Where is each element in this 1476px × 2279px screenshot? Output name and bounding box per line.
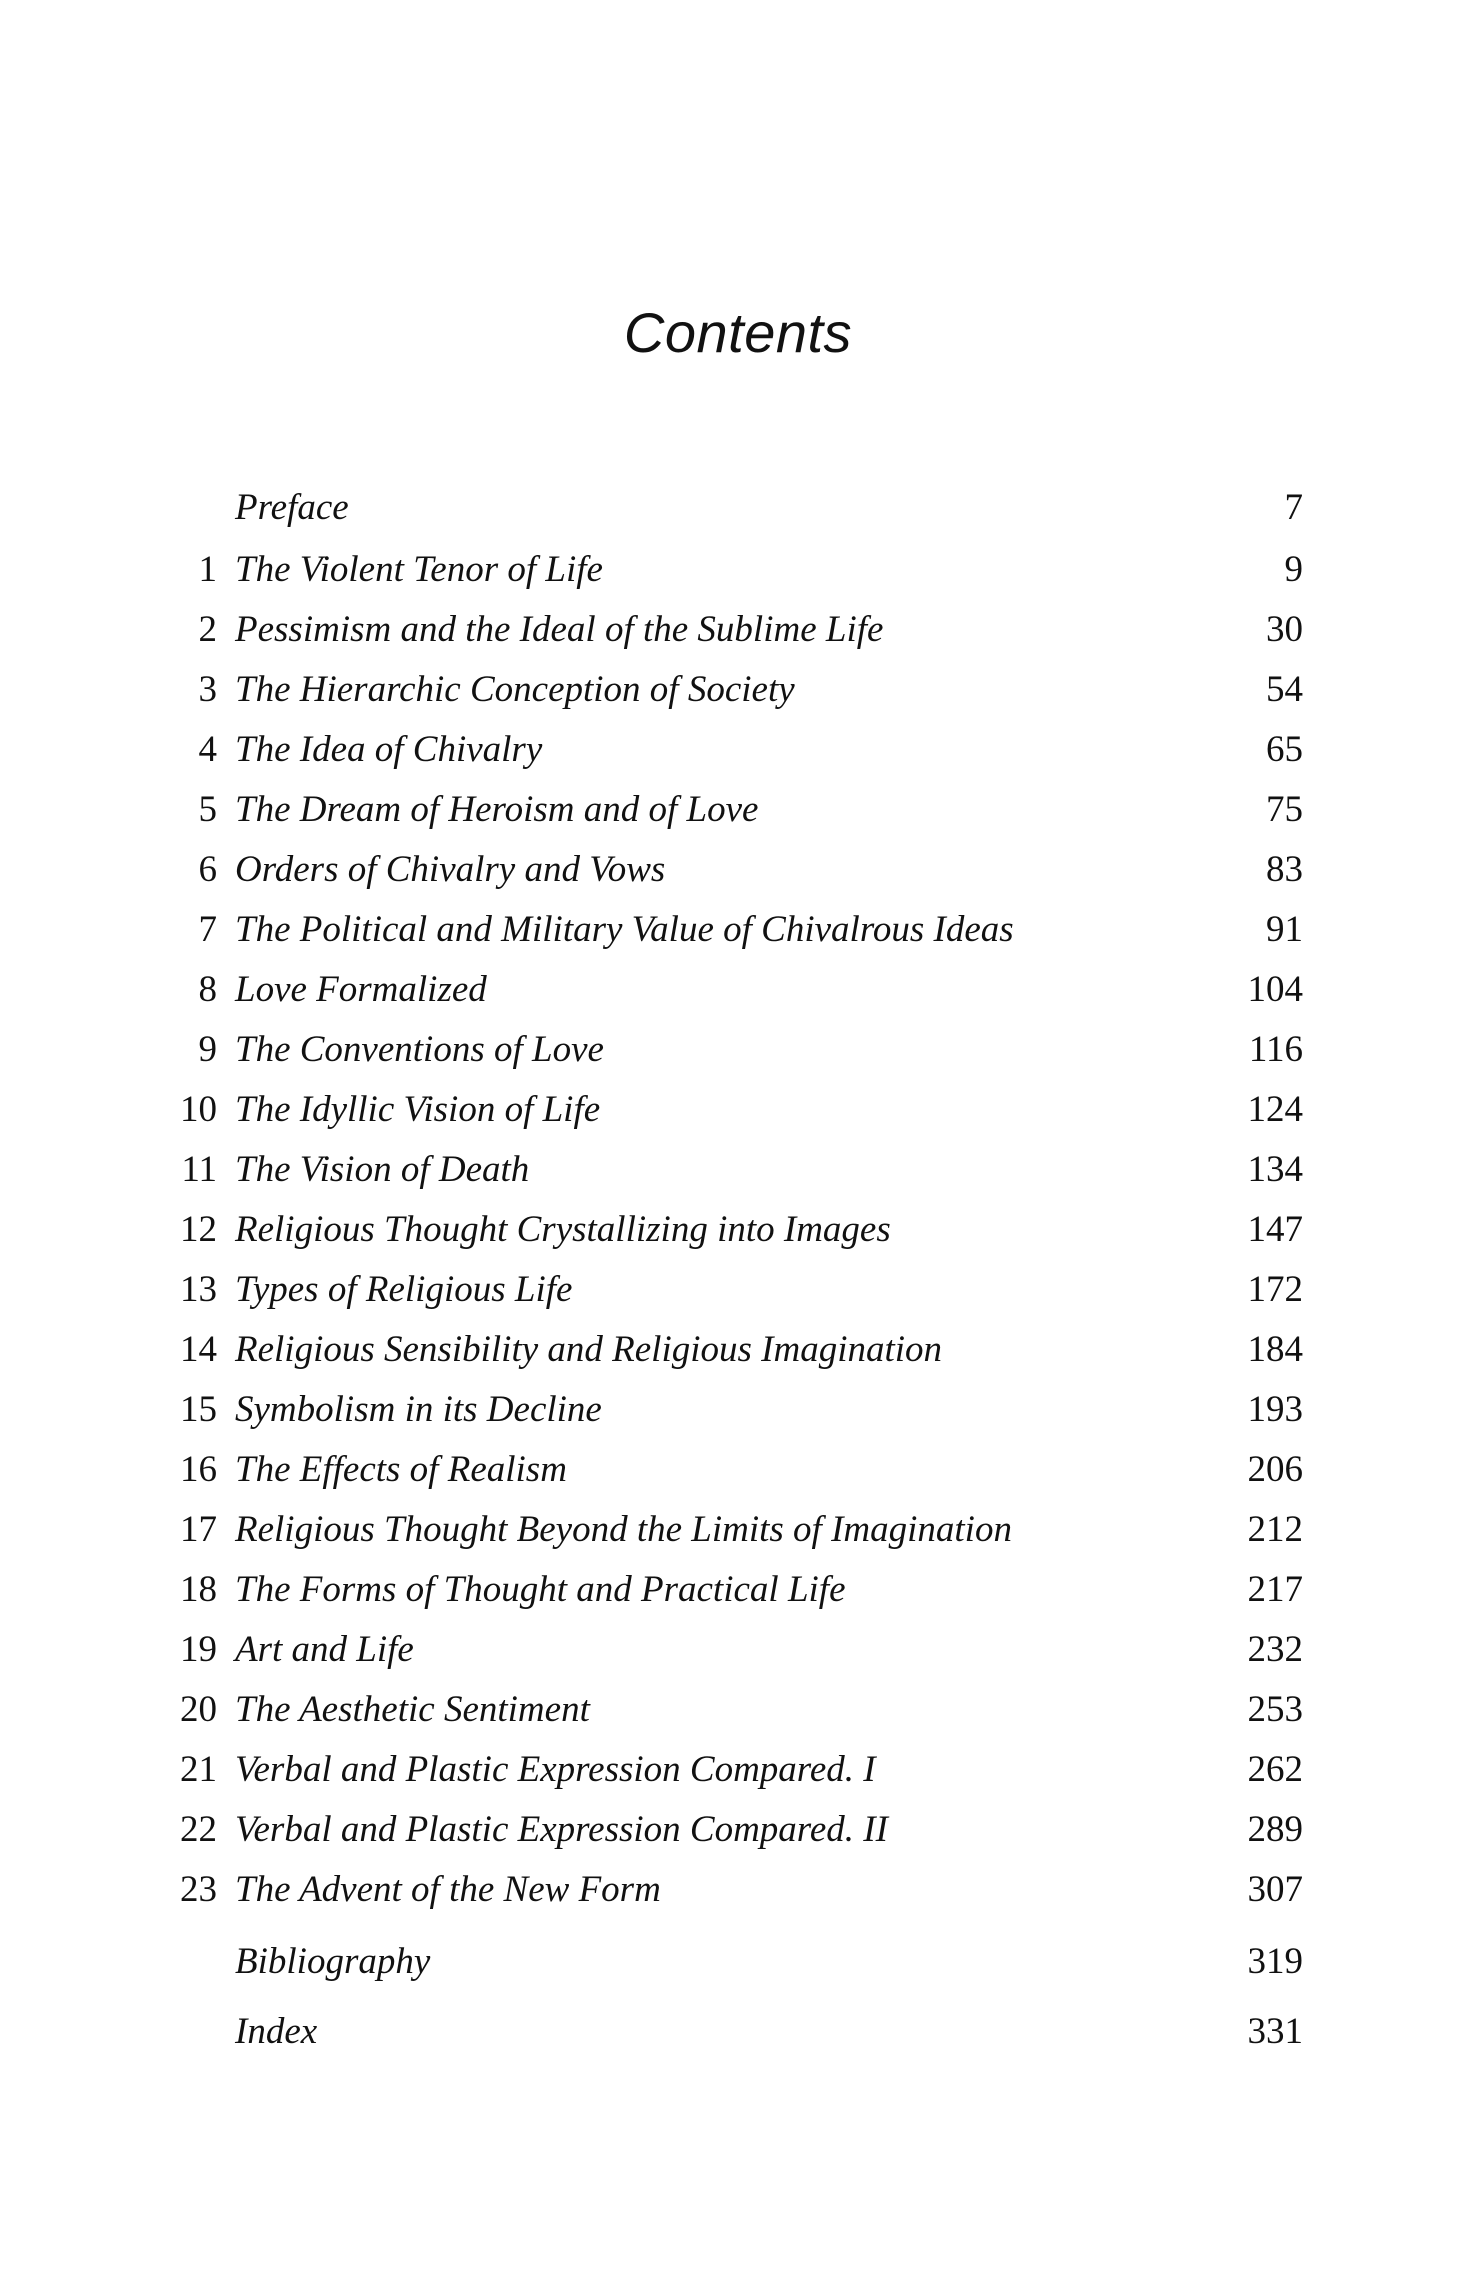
toc-entry bbox=[0, 1140, 1476, 1200]
toc-entry bbox=[0, 1680, 1476, 1740]
chapter-number: 3 bbox=[198, 669, 217, 710]
chapter-title: Preface bbox=[235, 487, 349, 528]
chapter-number: 6 bbox=[198, 849, 217, 890]
chapter-title: Religious Thought Beyond the Limits of Imagination bbox=[235, 1509, 1012, 1550]
chapter-title: The Violent Tenor of Life bbox=[235, 549, 603, 590]
chapter-title: Bibliography bbox=[235, 1941, 431, 1982]
chapter-number: 8 bbox=[198, 969, 217, 1010]
chapter-title: The Hierarchic Conception of Society bbox=[235, 669, 795, 710]
toc-entry bbox=[0, 1320, 1476, 1380]
page-number: 9 bbox=[1284, 549, 1303, 590]
page-number: 7 bbox=[1284, 487, 1303, 528]
page-number: 91 bbox=[1266, 909, 1303, 950]
chapter-number: 14 bbox=[180, 1329, 217, 1370]
toc-entry bbox=[0, 1440, 1476, 1500]
chapter-number: 16 bbox=[180, 1449, 217, 1490]
chapter-title: Art and Life bbox=[235, 1629, 414, 1670]
toc-entry bbox=[0, 1932, 1476, 1992]
page-number: 75 bbox=[1266, 789, 1303, 830]
toc-entry bbox=[0, 1260, 1476, 1320]
chapter-number: 1 bbox=[198, 549, 217, 590]
chapter-title: The Effects of Realism bbox=[235, 1449, 567, 1490]
chapter-title: Verbal and Plastic Expression Compared. II bbox=[235, 1809, 888, 1850]
page-title: Contents bbox=[623, 301, 853, 364]
chapter-number: 9 bbox=[198, 1029, 217, 1070]
chapter-title: Religious Thought Crystallizing into Images bbox=[235, 1209, 891, 1250]
chapter-title: The Vision of Death bbox=[235, 1149, 530, 1190]
chapter-number: 12 bbox=[180, 1209, 217, 1250]
chapter-number: 2 bbox=[198, 609, 217, 650]
page-number: 289 bbox=[1247, 1809, 1303, 1850]
toc-entry bbox=[0, 2002, 1476, 2062]
toc-entry bbox=[0, 1740, 1476, 1800]
page-number: 307 bbox=[1247, 1869, 1303, 1910]
chapter-title: Religious Sensibility and Religious Imagination bbox=[235, 1329, 943, 1370]
toc-entry bbox=[0, 840, 1476, 900]
chapter-title: The Idyllic Vision of Life bbox=[235, 1089, 601, 1130]
chapter-number: 20 bbox=[180, 1689, 217, 1730]
page-number: 134 bbox=[1247, 1149, 1303, 1190]
chapter-number: 17 bbox=[180, 1509, 217, 1550]
chapter-title: The Aesthetic Sentiment bbox=[235, 1689, 590, 1730]
page-number: 206 bbox=[1247, 1449, 1303, 1490]
toc-entry bbox=[0, 900, 1476, 960]
chapter-number: 4 bbox=[198, 729, 217, 770]
chapter-title: Pessimism and the Ideal of the Sublime Life bbox=[235, 609, 884, 650]
chapter-number: 21 bbox=[180, 1749, 217, 1790]
page-number: 253 bbox=[1247, 1689, 1303, 1730]
chapter-number: 7 bbox=[198, 909, 217, 950]
chapter-number: 18 bbox=[180, 1569, 217, 1610]
toc-entry bbox=[0, 1620, 1476, 1680]
page-number: 212 bbox=[1247, 1509, 1303, 1550]
chapter-number: 22 bbox=[180, 1809, 217, 1850]
toc-entry bbox=[0, 1560, 1476, 1620]
toc-entry bbox=[0, 600, 1476, 660]
toc-entry bbox=[0, 720, 1476, 780]
chapter-title: The Conventions of Love bbox=[235, 1029, 604, 1070]
page-number: 116 bbox=[1248, 1029, 1303, 1070]
toc-entry bbox=[0, 780, 1476, 840]
toc-entry bbox=[0, 1500, 1476, 1560]
chapter-title: Verbal and Plastic Expression Compared. I bbox=[235, 1749, 876, 1790]
toc-entry bbox=[0, 1020, 1476, 1080]
toc-entry bbox=[0, 478, 1476, 538]
chapter-title: The Idea of Chivalry bbox=[235, 729, 543, 770]
toc-entry bbox=[0, 1080, 1476, 1140]
chapter-title: The Forms of Thought and Practical Life bbox=[235, 1569, 846, 1610]
chapter-number: 11 bbox=[181, 1149, 217, 1190]
toc-entry bbox=[0, 960, 1476, 1020]
chapter-title: The Political and Military Value of Chivalrous Ideas bbox=[235, 909, 1014, 950]
chapter-number: 10 bbox=[180, 1089, 217, 1130]
chapter-number: 19 bbox=[180, 1629, 217, 1670]
page-number: 54 bbox=[1266, 669, 1303, 710]
page-number: 184 bbox=[1247, 1329, 1303, 1370]
chapter-title: Index bbox=[235, 2011, 318, 2052]
toc-entry bbox=[0, 540, 1476, 600]
page-number: 124 bbox=[1247, 1089, 1303, 1130]
chapter-title: Symbolism in its Decline bbox=[235, 1389, 602, 1430]
toc-entry bbox=[0, 1800, 1476, 1860]
chapter-title: The Dream of Heroism and of Love bbox=[235, 789, 759, 830]
chapter-title: The Advent of the New Form bbox=[235, 1869, 661, 1910]
chapter-number: 15 bbox=[180, 1389, 217, 1430]
toc-entry bbox=[0, 1200, 1476, 1260]
page-number: 172 bbox=[1247, 1269, 1303, 1310]
page-number: 232 bbox=[1247, 1629, 1303, 1670]
chapter-title: Types of Religious Life bbox=[235, 1269, 573, 1310]
page-number: 193 bbox=[1247, 1389, 1303, 1430]
page-number: 331 bbox=[1247, 2011, 1303, 2052]
page-number: 217 bbox=[1247, 1569, 1303, 1610]
chapter-number: 23 bbox=[180, 1869, 217, 1910]
chapter-title: Orders of Chivalry and Vows bbox=[235, 849, 666, 890]
toc-entry bbox=[0, 1380, 1476, 1440]
page-number: 30 bbox=[1266, 609, 1303, 650]
chapter-number: 5 bbox=[198, 789, 217, 830]
chapter-number: 13 bbox=[180, 1269, 217, 1310]
page-number: 104 bbox=[1247, 969, 1303, 1010]
page-number: 83 bbox=[1266, 849, 1303, 890]
page-number: 65 bbox=[1266, 729, 1303, 770]
toc-entry bbox=[0, 660, 1476, 720]
chapter-title: Love Formalized bbox=[235, 969, 487, 1010]
page-number: 147 bbox=[1247, 1209, 1303, 1250]
toc-entry bbox=[0, 1860, 1476, 1920]
page-number: 262 bbox=[1247, 1749, 1303, 1790]
page-number: 319 bbox=[1247, 1941, 1303, 1982]
